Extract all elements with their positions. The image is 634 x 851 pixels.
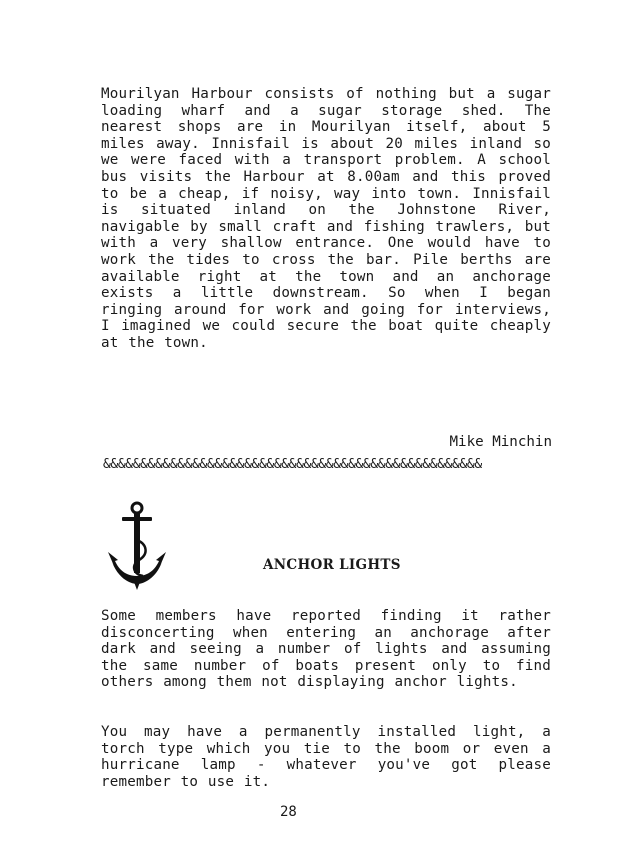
anchor-icon bbox=[104, 500, 184, 592]
section-paragraph-1: Some members have reported finding it rather disconcerting when entering an anchorage after dark and seeing a number of lights and assuming the same number of boats present only to find others among them not displaying anchor lights. bbox=[101, 608, 551, 691]
section-paragraph-2: You may have a permanently installed light, a torch type which you tie to the boom or even a hurricane lamp - whatever you've got please remember to use it. bbox=[101, 724, 551, 790]
article-paragraph: Mourilyan Harbour consists of nothing but a sugar loading wharf and a sugar storage shed. The nearest shops are in Mourilyan itself, about 5 miles away. Innisfail is about 20 miles inland so we were faced with a transport problem. A school bus visits the Harbour at 8.00am and this proved to be a cheap, if noisy, way into town. Innisfail is situated inland on the Johnstone River, navigable by small craft and fishing trawlers, but with a very shallow entrance. One would have to work the tides to cross the bar. Pile berths are available right at the town and an anchorage exists a little downstream. So when I began ringing around for work and going for interviews, I imagined we could secure the boat quite cheaply at the town. bbox=[101, 86, 551, 351]
ampersand-divider: &&&&&&&&&&&&&&&&&&&&&&&&&&&&&&&&&&&&&&&&&&&&&&&&&&& bbox=[103, 457, 482, 472]
section-heading: ANCHOR LIGHTS bbox=[263, 557, 401, 573]
page-number: 28 bbox=[280, 804, 297, 820]
author-signature: Mike Minchin bbox=[449, 434, 552, 450]
